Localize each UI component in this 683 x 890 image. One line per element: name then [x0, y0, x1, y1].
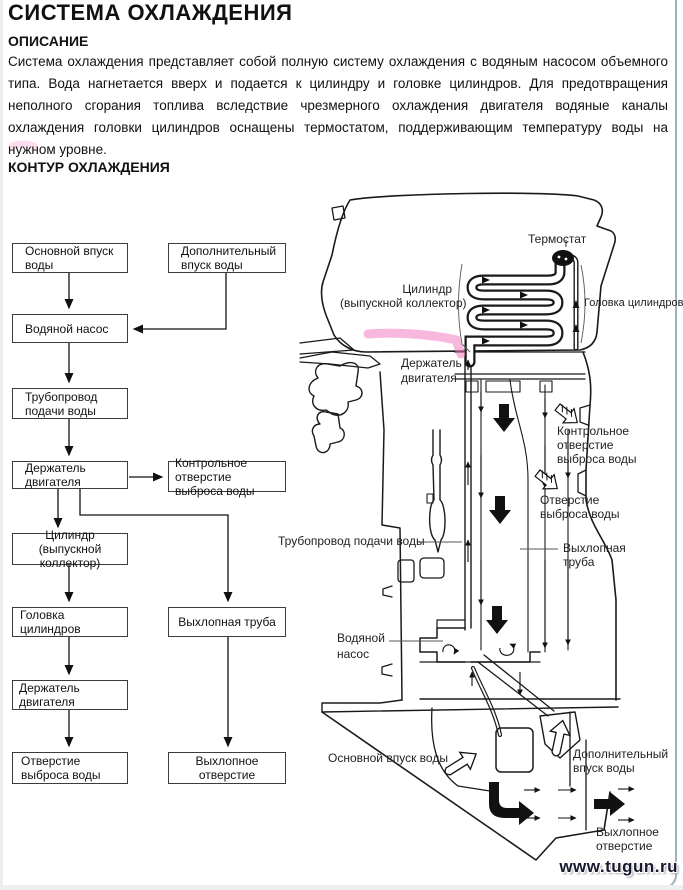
page-title: СИСТЕМА ОХЛАЖДЕНИЯ — [8, 0, 293, 25]
circuit-heading: КОНТУР ОХЛАЖДЕНИЯ — [8, 159, 170, 175]
label-engine-holder-2: двигателя — [401, 371, 457, 385]
label-outlet-1: Выхлопное — [596, 825, 659, 839]
flow-box-engine-holder-2: Держатель двигателя — [12, 680, 128, 710]
flow-box-discharge-hole: Отверстие выброса воды — [12, 752, 128, 784]
left-edge — [0, 0, 3, 890]
label-control-3: выброса воды — [557, 452, 637, 466]
label-discharge-2: выброса воды — [540, 507, 620, 521]
label-control-2: отверстие — [557, 438, 614, 452]
watermark: www.tugun.ru — [559, 857, 678, 876]
label-pump-2: насос — [337, 647, 370, 661]
label-aux-inlet-2: впуск воды — [573, 761, 635, 775]
label-outlet-2: отверстие — [596, 839, 653, 853]
label-engine-holder-1: Держатель — [401, 356, 462, 370]
flow-box-supply-pipe: Трубопровод подачи воды — [12, 388, 128, 419]
label-cylinder-head: Головка цилиндров — [584, 297, 683, 309]
label-exhaust-pipe-2: труба — [563, 555, 595, 569]
description-text: Система охлаждения представляет собой полную систему охлаждения с водяным насосом объемного типа. Вода нагнетается вверх и подается к цилиндру и головке цилиндров. Для предотвращения неполного сгорания топлива вследствие чрезмерного охлаждения двигателя водяные каналы охлаждения головки цилиндров оснащены термостатом, поддерживающим температуру воды на нужном уровне. — [8, 54, 668, 157]
flow-box-water-pump: Водяной насос — [12, 314, 128, 343]
flow-box-engine-holder-1: Держатель двигателя — [12, 461, 128, 489]
flow-box-cylinder: Цилиндр (выпускной коллектор) — [12, 533, 128, 565]
label-thermostat: Термостат — [528, 232, 587, 246]
flow-box-cylinder-head: Головка цилиндров — [12, 607, 128, 637]
label-main-inlet: Основной впуск воды — [328, 751, 448, 765]
flow-box-main-inlet: Основной впуск воды — [12, 243, 128, 273]
flow-box-aux-inlet: Дополнительный впуск воды — [168, 243, 286, 273]
flow-box-exhaust-pipe: Выхлопная труба — [168, 607, 286, 637]
label-supply-pipe: Трубопровод подачи воды — [278, 534, 425, 548]
label-exhaust-pipe-1: Выхлопная — [563, 541, 626, 555]
description-heading: ОПИСАНИЕ — [8, 33, 89, 49]
flow-box-control-hole: Контрольное отверстие выброса воды — [168, 461, 286, 492]
aux-inlet-arrow — [546, 718, 573, 757]
bottom-edge — [0, 885, 683, 890]
label-aux-inlet-1: Дополнительный — [573, 747, 669, 761]
hatched-arrow-discharge-hole — [532, 466, 563, 496]
label-discharge-1: Отверстие — [540, 493, 600, 507]
label-pump-1: Водяной — [337, 631, 385, 645]
flow-box-exhaust-outlet: Выхлопное отверстие — [168, 752, 286, 784]
flowchart-connectors — [58, 273, 228, 746]
label-cylinder-1: Цилиндр — [402, 282, 452, 296]
label-control-1: Контрольное — [557, 424, 630, 438]
label-cylinder-2: (выпускной коллектор) — [340, 296, 467, 310]
